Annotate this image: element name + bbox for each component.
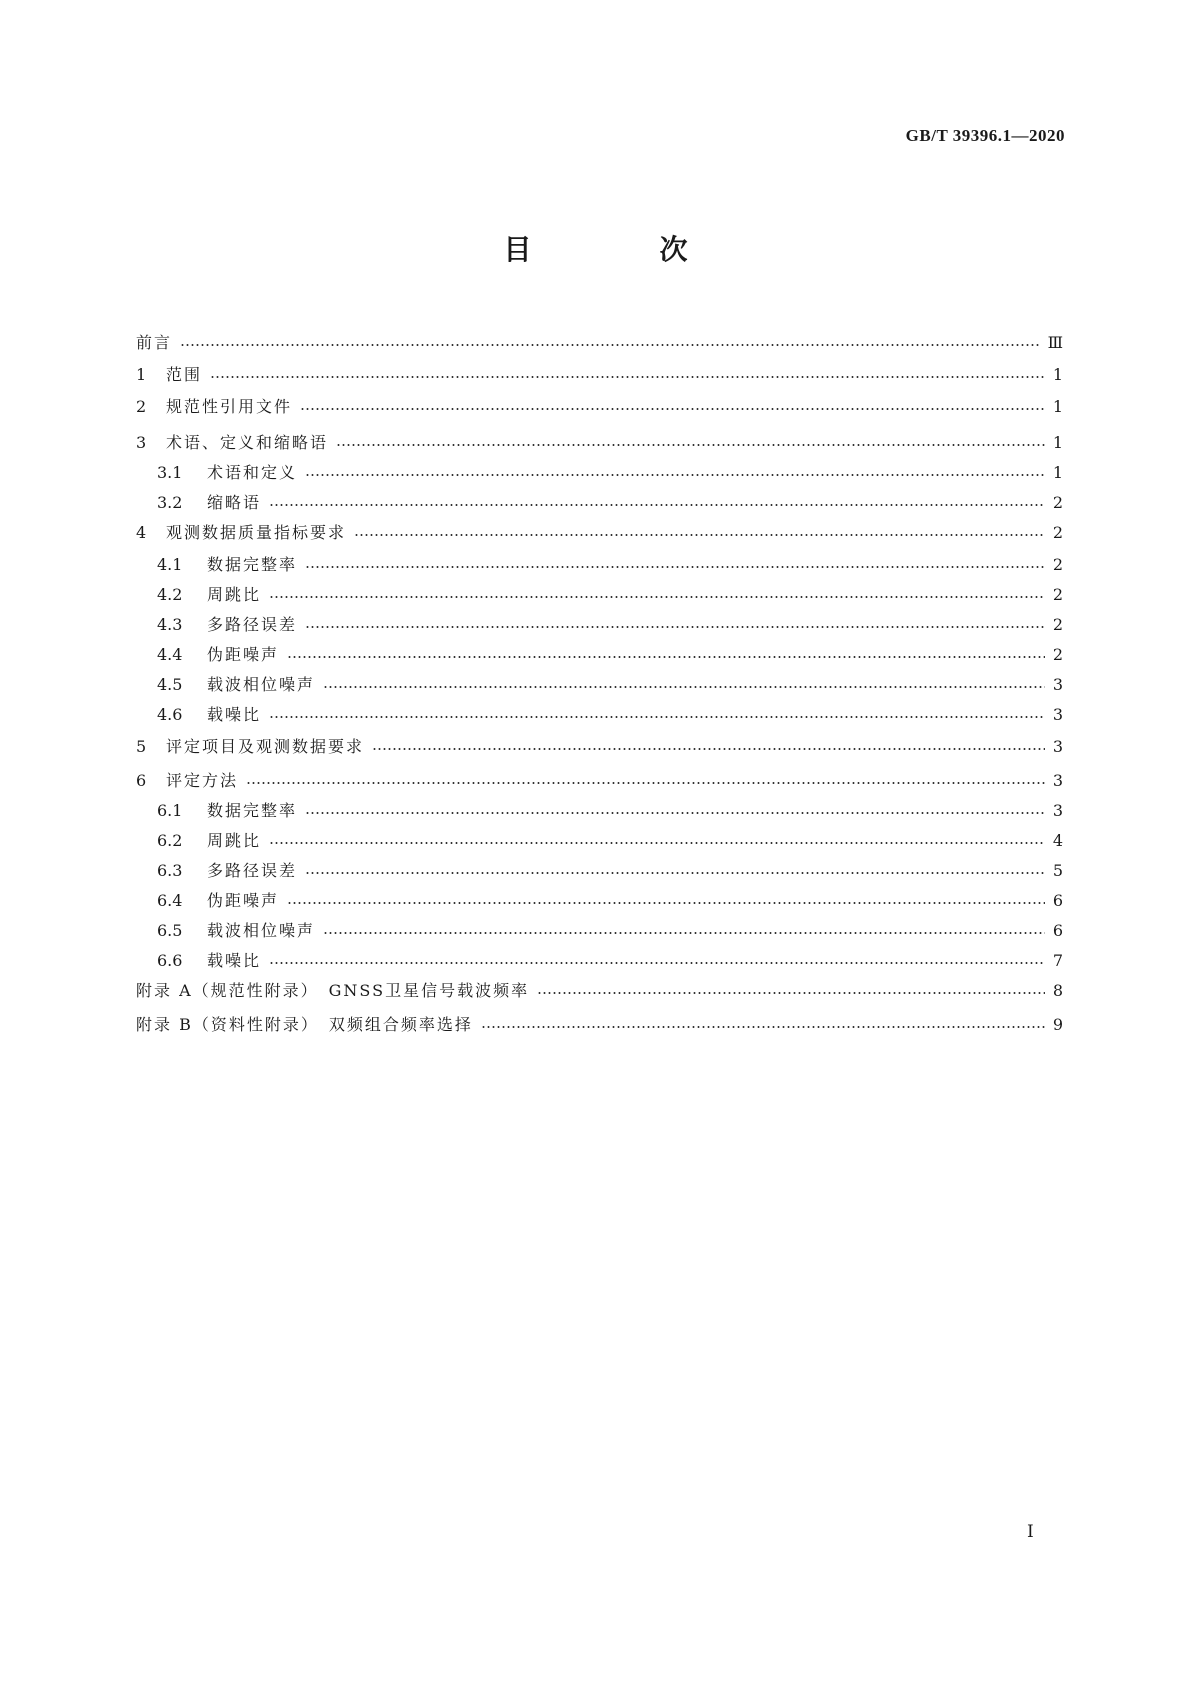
toc-dot-leader: [180, 344, 1040, 346]
toc-entry-page: Ⅲ: [1047, 333, 1063, 352]
toc-dot-leader: [305, 566, 1045, 568]
toc-dot-leader: [305, 812, 1045, 814]
standard-code: GB/T 39396.1—2020: [905, 126, 1065, 145]
toc-entry-page: 2: [1052, 615, 1063, 634]
toc-entry[interactable]: [136, 978, 1063, 1004]
toc-entry[interactable]: [136, 430, 1063, 456]
toc-entry-title: 伪距噪声: [207, 645, 280, 664]
toc-entry-title: 载波相位噪声: [207, 675, 316, 694]
toc-dot-leader: [305, 626, 1045, 628]
toc-dot-leader: [269, 504, 1045, 506]
toc-entry-page: 2: [1052, 555, 1063, 574]
toc-entry-title: 附录 A（规范性附录） GNSS卫星信号载波频率: [136, 981, 530, 1000]
toc-entry-title: 载波相位噪声: [207, 921, 316, 940]
toc-entry-number: 4.1: [157, 555, 183, 574]
toc-entry-title: 周跳比: [207, 831, 262, 850]
toc-entry-page: 8: [1052, 981, 1063, 1000]
toc-entry[interactable]: [136, 490, 1063, 516]
toc-dot-leader: [481, 1026, 1045, 1028]
toc-entry-number: 6.6: [157, 951, 183, 970]
toc-entry-number: 1: [136, 365, 147, 384]
toc-entry-title: 多路径误差: [207, 861, 298, 880]
toc-entry-page: 5: [1052, 861, 1063, 880]
toc-dot-leader: [323, 686, 1045, 688]
toc-entry-title: 载噪比: [207, 951, 262, 970]
toc-entry-page: 2: [1052, 493, 1063, 512]
toc-entry-title: 术语、定义和缩略语: [166, 433, 329, 452]
toc-entry-page: 9: [1052, 1015, 1063, 1034]
toc-entry-number: 6.4: [157, 891, 183, 910]
toc-entry[interactable]: [136, 702, 1063, 728]
toc-entry-number: 4.3: [157, 615, 183, 634]
toc-entry-page: 2: [1052, 585, 1063, 604]
toc-entry-page: 3: [1052, 705, 1063, 724]
toc-entry-page: 6: [1052, 891, 1063, 910]
toc-entry-page: 3: [1052, 771, 1063, 790]
toc-entry-title: 数据完整率: [207, 555, 298, 574]
toc-entry[interactable]: [136, 734, 1063, 760]
toc-entry-title: 周跳比: [207, 585, 262, 604]
toc-entry-page: 3: [1052, 675, 1063, 694]
toc-entry-title: 载噪比: [207, 705, 262, 724]
toc-entry-number: 4.6: [157, 705, 183, 724]
toc-entry-page: 3: [1052, 737, 1063, 756]
toc-entry-number: 6.3: [157, 861, 183, 880]
toc-entry[interactable]: [136, 460, 1063, 486]
toc-entry[interactable]: [136, 642, 1063, 668]
toc-entry-title: 范围: [166, 365, 203, 384]
toc-entry[interactable]: [136, 828, 1063, 854]
toc-entry[interactable]: [136, 582, 1063, 608]
toc-entry-title: 数据完整率: [207, 801, 298, 820]
toc-entry-page: 1: [1052, 365, 1063, 384]
toc-dot-leader: [210, 376, 1045, 378]
toc-entry[interactable]: [136, 1012, 1063, 1038]
toc-entry[interactable]: [136, 394, 1063, 420]
toc-dot-leader: [323, 932, 1045, 934]
toc-entry-title: 缩略语: [207, 493, 262, 512]
toc-entry-number: 2: [136, 397, 147, 416]
toc-dot-leader: [269, 596, 1045, 598]
toc-entry-page: 2: [1052, 523, 1063, 542]
toc-entry[interactable]: [136, 672, 1063, 698]
toc-dot-leader: [269, 842, 1045, 844]
toc-entry-title: 伪距噪声: [207, 891, 280, 910]
toc-dot-leader: [305, 872, 1045, 874]
toc-entry-number: 4.2: [157, 585, 183, 604]
toc-entry-page: 2: [1052, 645, 1063, 664]
page-number: I: [1027, 1522, 1034, 1542]
toc-entry[interactable]: [136, 858, 1063, 884]
toc-dot-leader: [537, 992, 1045, 994]
toc-entry-number: 6: [136, 771, 147, 790]
toc-entry-number: 6.1: [157, 801, 183, 820]
page-title: 目 次: [503, 233, 738, 266]
toc-dot-leader: [287, 656, 1045, 658]
toc-entry-page: 1: [1052, 463, 1063, 482]
toc-entry-title: 观测数据质量指标要求: [166, 523, 347, 542]
toc-entry[interactable]: [136, 798, 1063, 824]
toc-entry-page: 7: [1052, 951, 1063, 970]
toc-entry-title: 评定项目及观测数据要求: [166, 737, 365, 756]
toc-entry-page: 1: [1052, 397, 1063, 416]
toc-dot-leader: [372, 748, 1045, 750]
toc-entry[interactable]: [136, 768, 1063, 794]
toc-entry-title: 前言: [136, 333, 173, 352]
toc-dot-leader: [287, 902, 1045, 904]
toc-entry-number: 3: [136, 433, 147, 452]
toc-entry-page: 1: [1052, 433, 1063, 452]
toc-entry[interactable]: [136, 330, 1063, 356]
toc-entry-page: 3: [1052, 801, 1063, 820]
toc-entry[interactable]: [136, 888, 1063, 914]
toc-entry-number: 4.4: [157, 645, 183, 664]
toc-entry-number: 4: [136, 523, 147, 542]
toc-entry[interactable]: [136, 918, 1063, 944]
toc-entry-number: 3.2: [157, 493, 183, 512]
toc-entry[interactable]: [136, 520, 1063, 546]
toc-dot-leader: [269, 716, 1045, 718]
toc-dot-leader: [336, 444, 1045, 446]
toc-entry-title: 术语和定义: [207, 463, 298, 482]
toc-entry[interactable]: [136, 948, 1063, 974]
toc-entry-title: 评定方法: [166, 771, 239, 790]
toc-entry-number: 6.2: [157, 831, 183, 850]
toc-dot-leader: [269, 962, 1045, 964]
toc-dot-leader: [300, 408, 1045, 410]
toc-entry-number: 4.5: [157, 675, 183, 694]
toc-dot-leader: [354, 534, 1045, 536]
toc-entry-number: 3.1: [157, 463, 183, 482]
toc-entry[interactable]: [136, 552, 1063, 578]
toc-entry-title: 多路径误差: [207, 615, 298, 634]
toc-entry-page: 6: [1052, 921, 1063, 940]
toc-entry-number: 6.5: [157, 921, 183, 940]
toc-entry[interactable]: [136, 362, 1063, 388]
toc-dot-leader: [246, 782, 1045, 784]
toc-entry-page: 4: [1052, 831, 1063, 850]
toc-entry-title: 附录 B（资料性附录） 双频组合频率选择: [136, 1015, 473, 1034]
toc-entry[interactable]: [136, 612, 1063, 638]
toc-dot-leader: [305, 474, 1045, 476]
toc-entry-number: 5: [136, 737, 147, 756]
toc-entry-title: 规范性引用文件: [166, 397, 293, 416]
